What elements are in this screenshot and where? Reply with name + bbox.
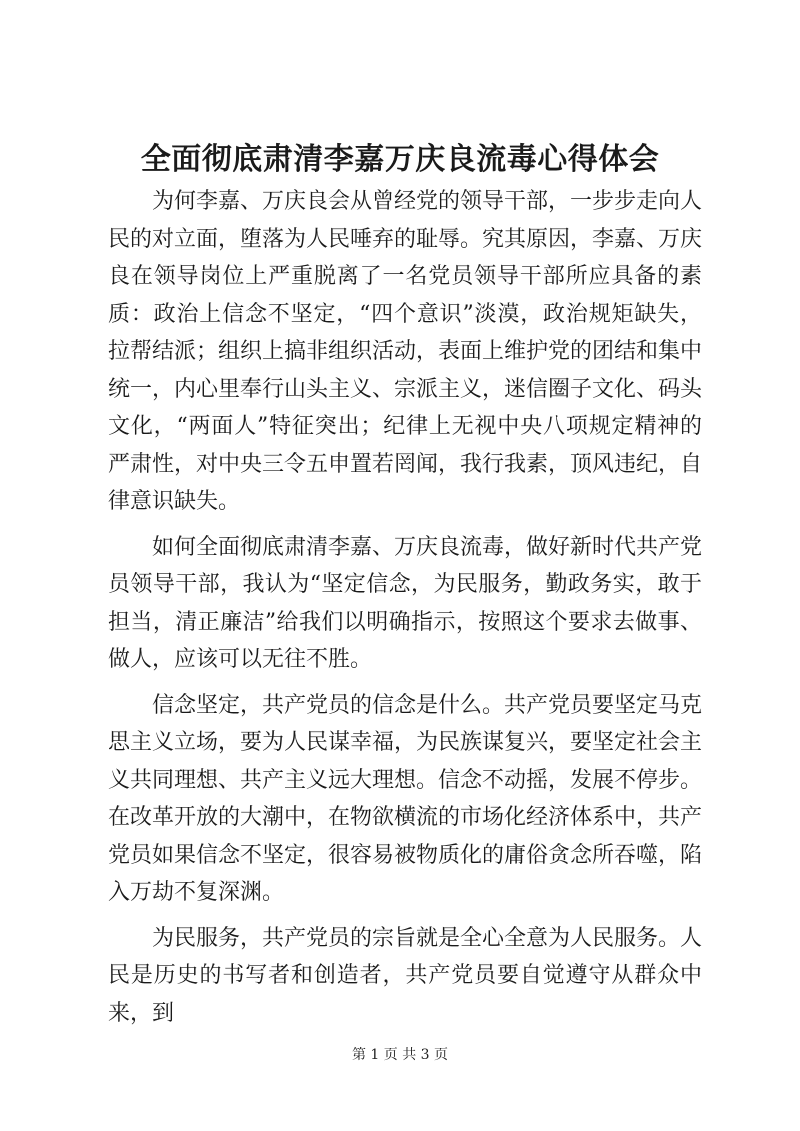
paragraph-3: 信念坚定，共产党员的信念是什么。共产党员要坚定马克思主义立场，要为人民谋幸福，为民族谋复兴，要坚定社会主义共同理想、共产主义远大理想。信念不动摇，发展不停步。在改革开放的大潮中，在物欲横流的市场化经济体系中，共产党员如果信念不坚定，很容易被物质化的庸俗贪念所吞噬，陷入万劫不复深渊。: [108, 692, 703, 905]
paragraph-2: 如何全面彻底肃清李嘉、万庆良流毒，做好新时代共产党员领导干部，我认为“坚定信念，为民服务，勤政务实，敢于担当，清正廉洁”给我们以明确指示，按照这个要求去做事、做人，应该可以无往不胜。: [108, 534, 703, 672]
paragraph-4: 为民服务，共产党员的宗旨就是全心全意为人民服务。人民是历史的书写者和创造者，共产党员要自觉遵守从群众中来，到: [108, 925, 703, 1026]
document-title: 全面彻底肃清李嘉万庆良流毒心得体会: [140, 142, 660, 177]
document-body: [108, 183, 702, 1040]
page-footer: 第 1 页 共 3 页: [351, 1047, 449, 1063]
paragraph-1: 为何李嘉、万庆良会从曾经党的领导干部，一步步走向人民的对立面，堕落为人民唾弃的耻辱。究其原因，李嘉、万庆良在领导岗位上严重脱离了一名党员领导干部所应具备的素质：政治上信念不坚定，“四个意识”淡漠，政治规矩缺失，拉帮结派；组织上搞非组织活动，表面上维护党的团结和集中统一，内心里奉行山头主义、宗派主义，迷信圈子文化、码头文化，“两面人”特征突出；纪律上无视中央八项规定精神的严肃性，对中央三令五申置若罔闻，我行我素，顶风违纪，自律意识缺失。: [108, 189, 703, 514]
